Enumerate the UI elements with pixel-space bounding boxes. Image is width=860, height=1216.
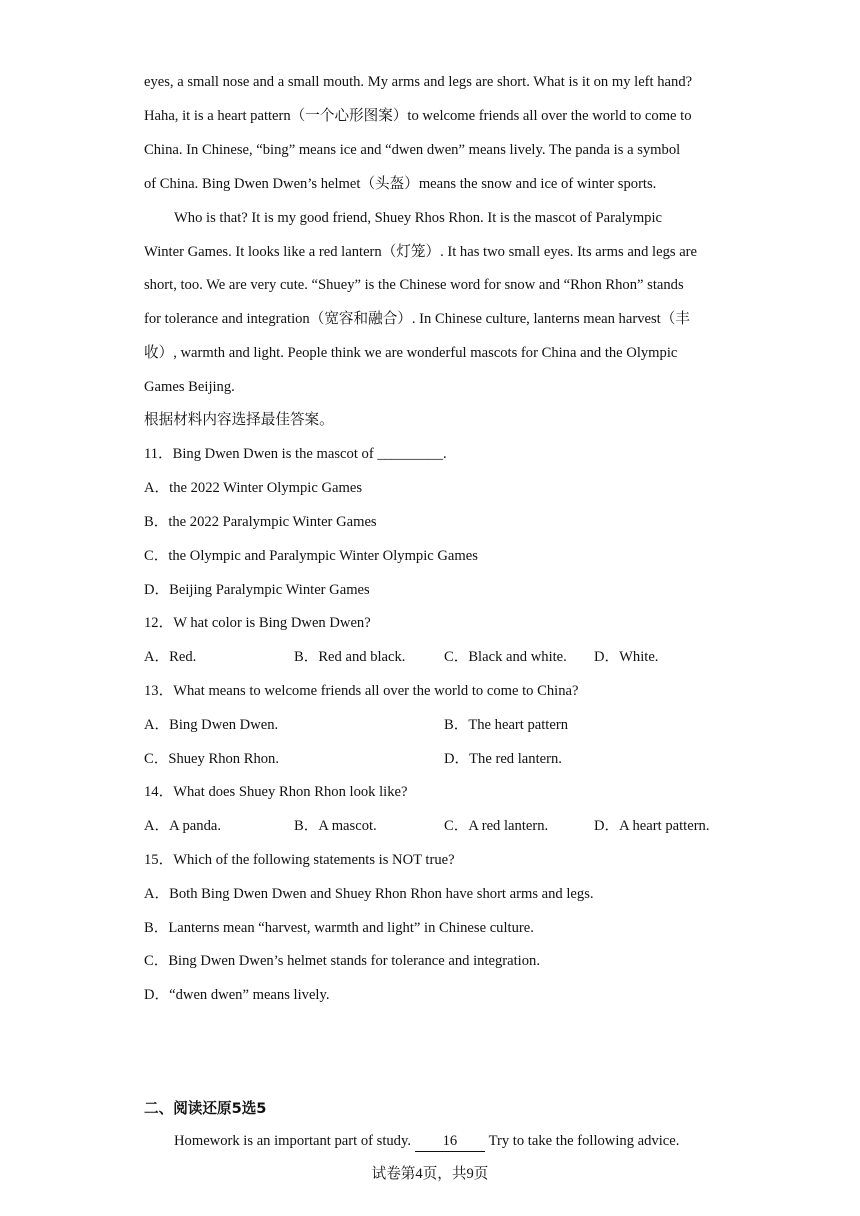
question-11-option-d: D．Beijing Paralympic Winter Games [144,582,370,598]
question-14-option-a: A．A panda. [144,818,222,834]
question-13-stem: 13．What means to welcome friends all over the world to come to China? [144,683,579,699]
page-footer: 试卷第4页，共9页 [371,1166,489,1182]
section-2-text-after: Try to take the following advice. [485,1133,680,1149]
passage-line-5: Who is that? It is my good friend, Shuey Rhos Rhon. It is the mascot of Paralympic [174,210,663,226]
question-11-option-c: C．the Olympic and Paralympic Winter Olympic Games [144,548,478,564]
question-14-stem: 14．What does Shuey Rhon Rhon look like? [144,784,408,800]
question-12-option-d: D．White. [594,649,659,665]
passage-line-7: short, too. We are very cute. “Shuey” is the Chinese word for snow and “Rhon Rhon” stands [144,277,684,293]
section-2-title: 二、阅读还原5选5 [144,1100,267,1117]
passage-line-4: of China. Bing Dwen Dwen’s helmet（头盔）means the snow and ice of winter sports. [144,176,657,192]
section-2-text-before: Homework is an important part of study. [174,1133,415,1149]
question-11-stem: 11．Bing Dwen Dwen is the mascot of _________. [144,446,447,462]
question-13-option-a: A．Bing Dwen Dwen. [144,717,279,733]
section-2-first-line [174,1131,679,1152]
question-15-option-a: A．Both Bing Dwen Dwen and Shuey Rhon Rhon have short arms and legs. [144,886,594,902]
question-12-option-a: A．Red. [144,649,197,665]
question-13-option-b: B．The heart pattern [444,717,568,733]
question-11-option-a: A．the 2022 Winter Olympic Games [144,480,363,496]
question-13-option-c: C．Shuey Rhon Rhon. [144,751,280,767]
passage-line-9: 收）, warmth and light. People think we are wonderful mascots for China and the Olympic [144,345,678,361]
question-15-option-c: C．Bing Dwen Dwen’s helmet stands for tolerance and integration. [144,953,540,969]
blank-underline-right [457,1131,485,1152]
passage-line-6: Winter Games. It looks like a red lantern（灯笼）. It has two small eyes. Its arms and legs are [144,244,698,260]
question-15-stem: 15．Which of the following statements is NOT true? [144,852,455,868]
question-15-option-d: D．“dwen dwen” means lively. [144,987,330,1003]
question-11-option-b: B．the 2022 Paralympic Winter Games [144,514,377,530]
question-14-option-b: B．A mascot. [294,818,377,834]
question-12-option-c: C．Black and white. [444,649,567,665]
passage-line-1: eyes, a small nose and a small mouth. My arms and legs are short. What is it on my left hand? [144,74,693,90]
question-14-option-c: C．A red lantern. [444,818,549,834]
instruction-text: 根据材料内容选择最佳答案。 [144,412,334,428]
passage-line-8: for tolerance and integration（宽容和融合）. In Chinese culture, lanterns mean harvest（丰 [144,311,690,327]
blank-16-number: 16 [443,1131,458,1152]
blank-underline-left [415,1131,443,1152]
question-13-option-d: D．The red lantern. [444,751,562,767]
question-12-stem: 12．W hat color is Bing Dwen Dwen? [144,615,371,631]
passage-line-10: Games Beijing. [144,379,235,395]
question-15-option-b: B．Lanterns mean “harvest, warmth and light” in Chinese culture. [144,920,534,936]
passage-line-2: Haha, it is a heart pattern（一个心形图案）to welcome friends all over the world to come to [144,108,692,124]
question-12-option-b: B．Red and black. [294,649,406,665]
passage-line-3: China. In Chinese, “bing” means ice and “dwen dwen” means lively. The panda is a symbol [144,142,681,158]
question-14-option-d: D．A heart pattern. [594,818,710,834]
